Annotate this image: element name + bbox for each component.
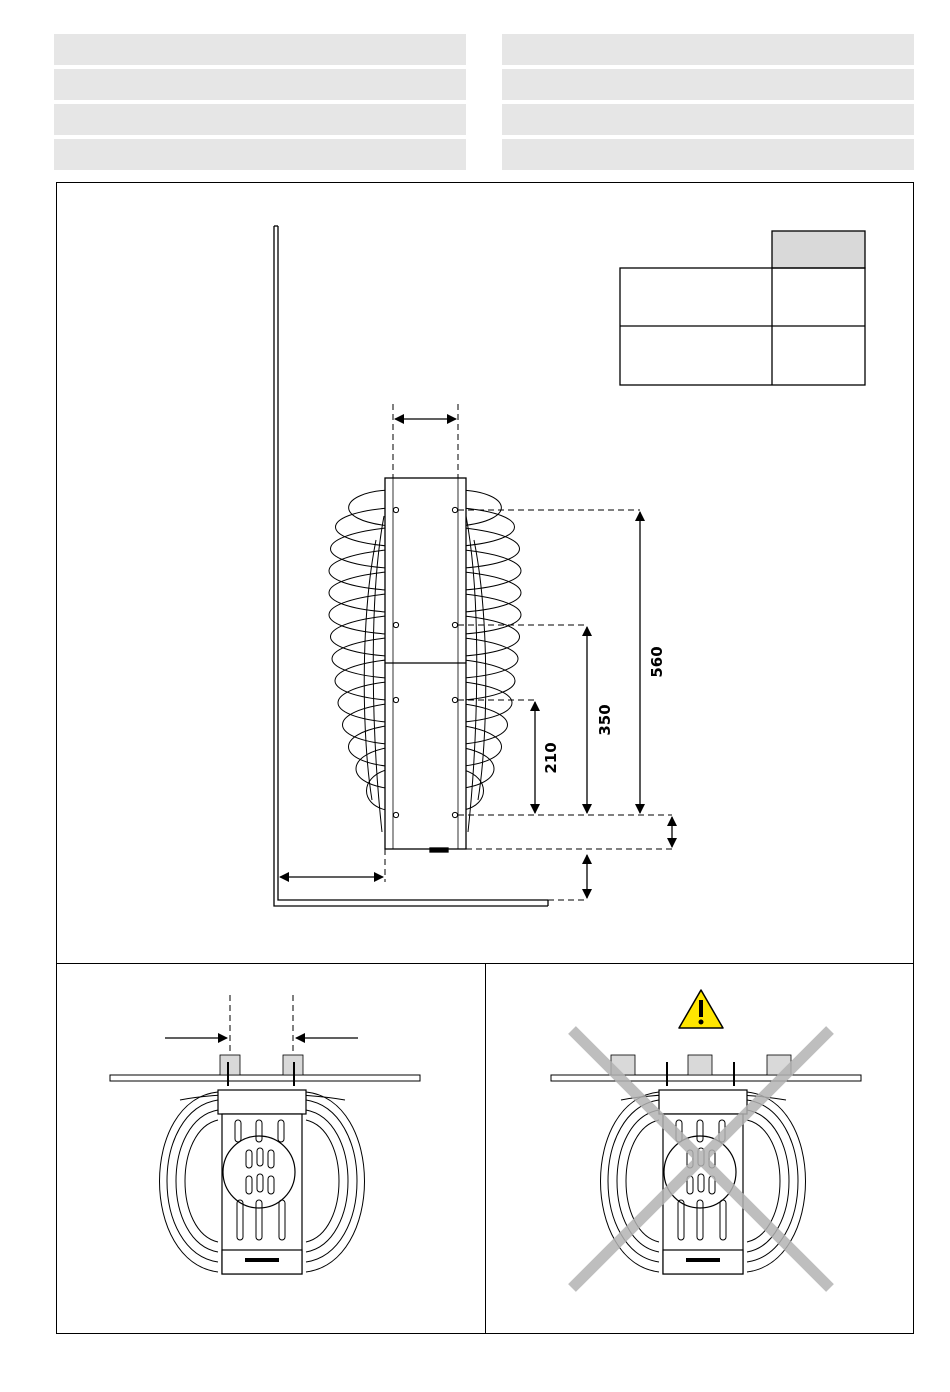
dim-label-350: 350 bbox=[596, 704, 614, 736]
clearance-table-header-cell bbox=[772, 231, 865, 268]
warning-icon bbox=[679, 990, 723, 1028]
dim-label-560: 560 bbox=[648, 646, 666, 678]
incorrect-mounting-view bbox=[551, 990, 861, 1288]
clearance-table bbox=[620, 231, 865, 385]
dimension-arrows bbox=[280, 419, 672, 898]
heater-body bbox=[385, 478, 466, 852]
correct-mounting-view bbox=[110, 995, 420, 1274]
dim-label-210: 210 bbox=[542, 742, 560, 774]
